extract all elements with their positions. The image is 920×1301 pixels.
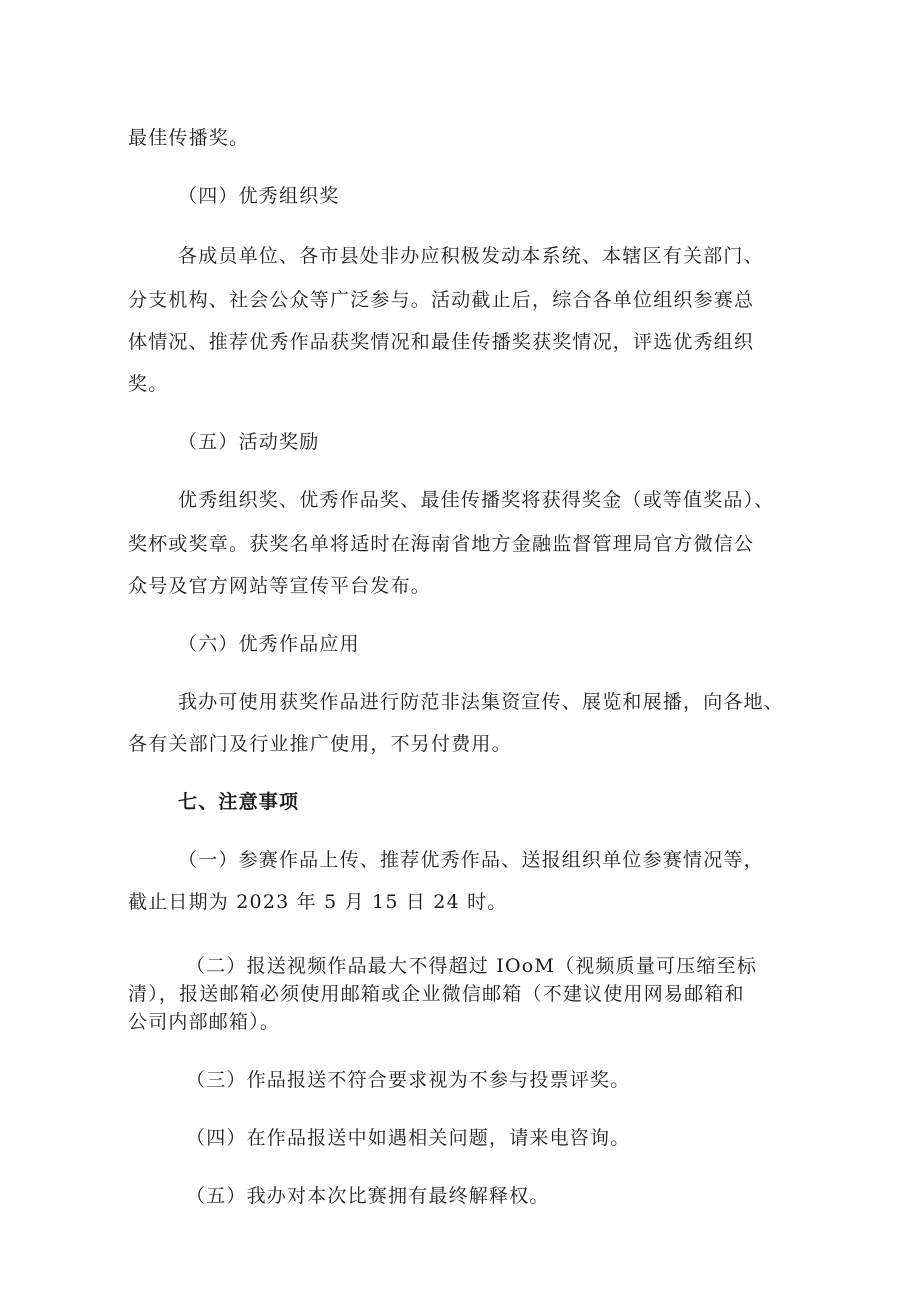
paragraph-line: 优秀组织奖、优秀作品奖、最佳传播奖将获得奖金（或等值奖品）、 bbox=[178, 489, 775, 511]
paragraph-line: 截止日期为 2023 年 5 月 15 日 24 时。 bbox=[128, 891, 508, 913]
paragraph-line: 我办可使用获奖作品进行防范非法集资宣传、展览和展播，向各地、 bbox=[178, 691, 785, 713]
paragraph-line: （四）在作品报送中如遇相关问题，请来电咨询。 bbox=[186, 1127, 631, 1149]
paragraph-line: （五）我办对本次比赛拥有最终解释权。 bbox=[186, 1185, 550, 1207]
heading-activity-rewards: （五）活动奖励 bbox=[178, 431, 320, 453]
paragraph-line: 众号及官方网站等宣传平台发布。 bbox=[128, 575, 432, 597]
paragraph-line: 奖。 bbox=[128, 373, 169, 395]
paragraph-line: 公司内部邮箱）。 bbox=[128, 1011, 281, 1033]
section-title-notes: 七、注意事项 bbox=[178, 791, 300, 813]
paragraph-line: （二）报送视频作品最大不得超过 IOoM（视频质量可压缩至标 bbox=[186, 955, 758, 977]
paragraph-line: 奖杯或奖章。获奖名单将适时在海南省地方金融监督管理局官方微信公 bbox=[128, 533, 755, 555]
paragraph-line: （一）参赛作品上传、推荐优秀作品、送报组织单位参赛情况等， bbox=[178, 849, 764, 871]
paragraph-line: 各成员单位、各市县处非办应积极发动本系统、本辖区有关部门、 bbox=[178, 245, 764, 267]
heading-work-application: （六）优秀作品应用 bbox=[178, 633, 360, 655]
heading-excellent-organization-award: （四）优秀组织奖 bbox=[178, 185, 340, 207]
paragraph-line: 体情况、推荐优秀作品获奖情况和最佳传播奖获奖情况，评选优秀组织 bbox=[128, 331, 755, 353]
paragraph-line: 各有关部门及行业推广使用，不另付费用。 bbox=[128, 733, 512, 755]
paragraph-line: 清），报送邮箱必须使用邮箱或企业微信邮箱（不建议使用网易邮箱和 bbox=[128, 983, 745, 1005]
paragraph-line: （三）作品报送不符合要求视为不参与投票评奖。 bbox=[186, 1069, 631, 1091]
paragraph-line: 分支机构、社会公众等广泛参与。活动截止后，综合各单位组织参赛总 bbox=[128, 289, 755, 311]
paragraph-intro-tail: 最佳传播奖。 bbox=[128, 127, 250, 149]
